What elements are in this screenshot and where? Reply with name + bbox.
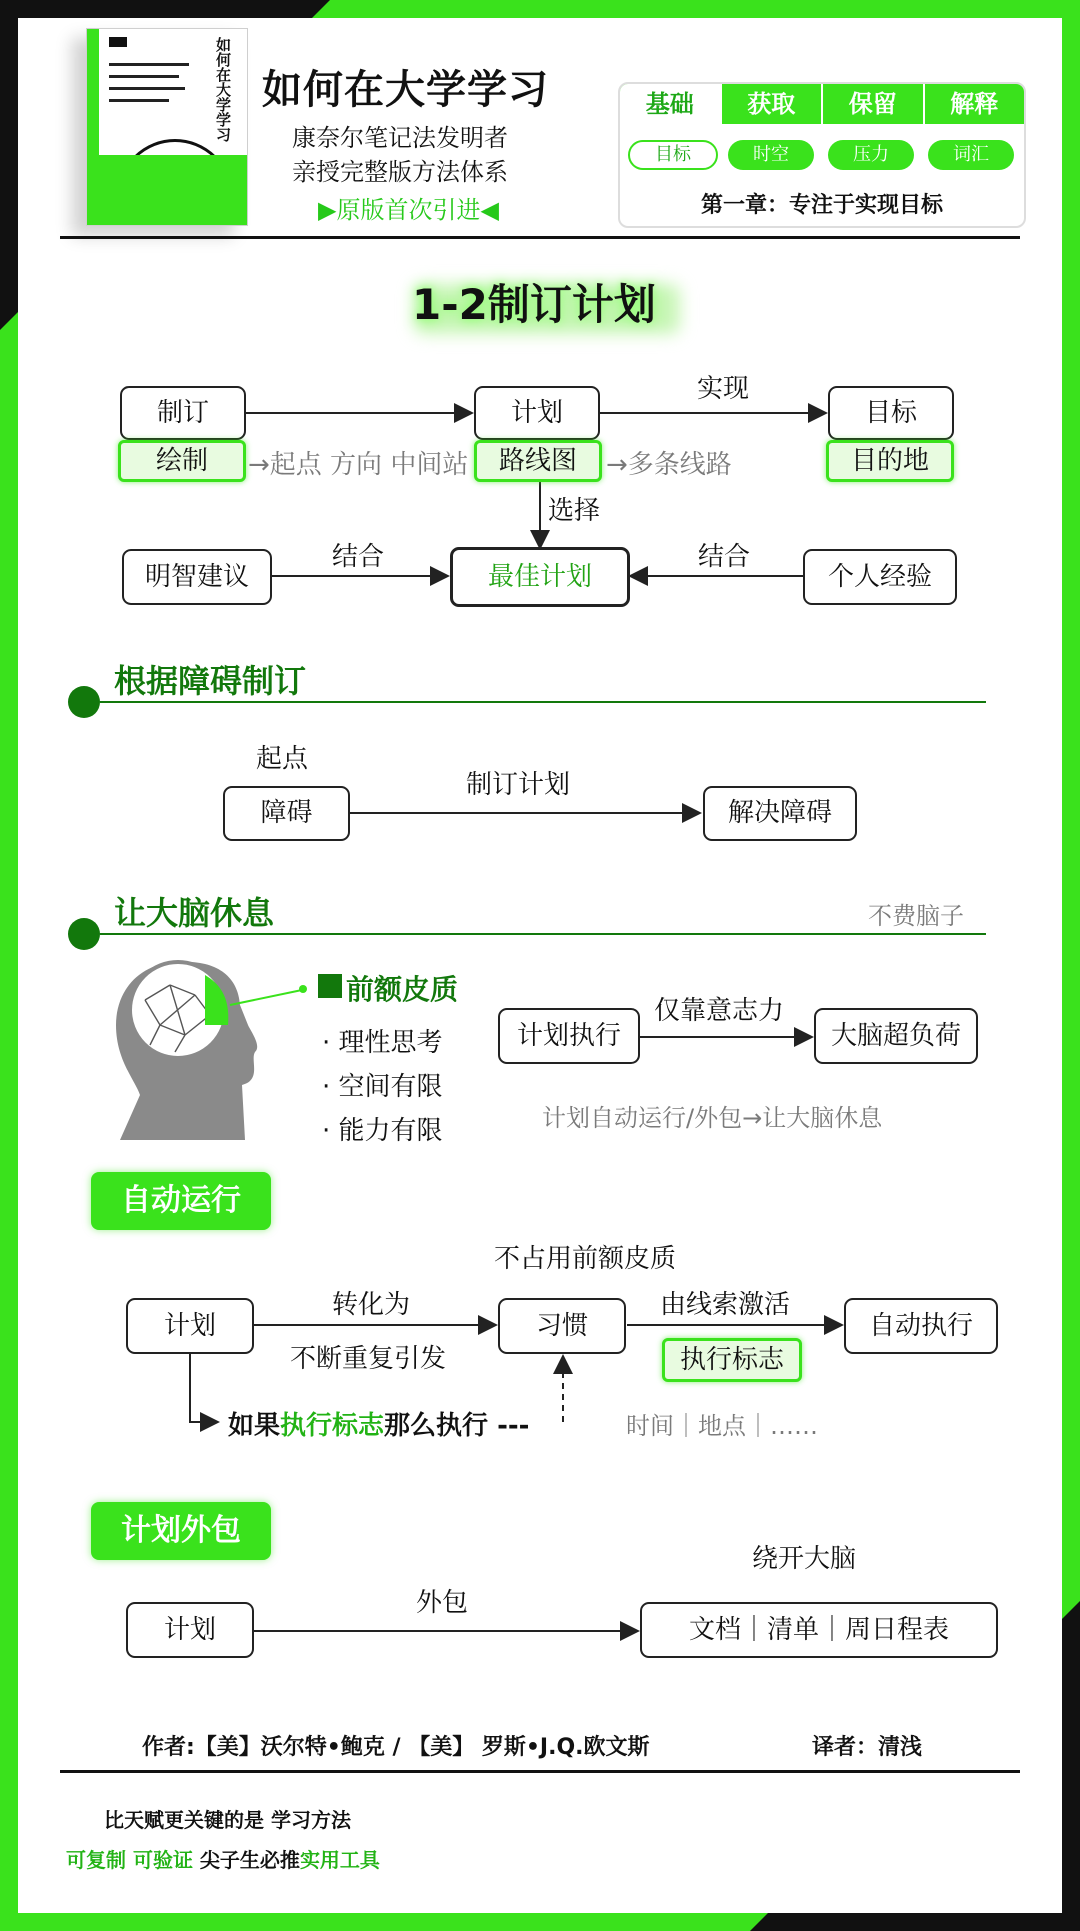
if-then-rule: 如果执行标志那么执行 --- [228, 1411, 530, 1441]
node-brain-overload: 大脑超负荷 [814, 1008, 978, 1064]
tagline-1: 比天赋更关键的是 学习方法 [104, 1808, 351, 1832]
label-no-cortex: 不占用前额皮质 [494, 1244, 677, 1274]
label-combine-left: 结合 [332, 542, 385, 572]
heading-rest: 让大脑休息 [114, 894, 275, 932]
node-auto-plan: 计划 [126, 1298, 254, 1354]
cortex-label: 前额皮质 [346, 973, 459, 1006]
bullet-capacity: · 能力有限 [322, 1116, 443, 1146]
pill-pressure[interactable]: 压力 [828, 140, 914, 170]
pill-goal[interactable]: 目标 [628, 140, 718, 170]
marker-examples: 时间｜地点｜…… [626, 1412, 818, 1440]
label-willpower: 仅靠意志力 [654, 996, 785, 1026]
bullet-rational: · 理性思考 [322, 1028, 443, 1058]
node-exec-marker: 执行标志 [662, 1338, 802, 1382]
label-combine-right: 结合 [698, 542, 751, 572]
node-plan-execution: 计划执行 [498, 1008, 640, 1064]
footer-divider [60, 1770, 1020, 1773]
cortex-square-icon [318, 974, 342, 998]
subtitle-line-2: 亲授完整版方法体系 [292, 158, 508, 186]
section-title: 1-2制订计划 [412, 280, 656, 329]
head-brain-icon [116, 962, 307, 1140]
tagline-2: 可复制 可验证 尖子生必推实用工具 [66, 1848, 380, 1872]
chapter-label: 第一章：专注于实现目标 [700, 193, 943, 218]
node-draw: 绘制 [118, 440, 246, 482]
node-personal-experience: 个人经验 [803, 549, 957, 605]
tab-retain[interactable]: 保留 [821, 84, 923, 124]
node-plan: 计划 [474, 386, 600, 440]
promo-text: ▶原版首次引进◀ [318, 196, 499, 224]
tab-explain[interactable]: 解释 [923, 84, 1025, 124]
node-goal: 目标 [828, 386, 954, 440]
label-make-plan: 制订计划 [466, 770, 571, 800]
label-achieve: 实现 [697, 374, 750, 404]
label-cue: 由线索激活 [660, 1290, 791, 1320]
rest-note: 计划自动运行/外包→让大脑休息 [542, 1104, 883, 1132]
label-convert: 转化为 [332, 1290, 411, 1320]
heading-obstacle: 根据障碍制订 [114, 662, 307, 700]
node-obstacle: 障碍 [223, 786, 350, 841]
node-outsource-plan: 计划 [126, 1602, 254, 1658]
heading-note: 不费脑子 [868, 902, 964, 930]
node-best-plan: 最佳计划 [450, 547, 630, 607]
chip-auto-run: 自动运行 [91, 1172, 271, 1230]
node-wise-advice: 明智建议 [122, 549, 272, 605]
node-destination: 目的地 [826, 440, 954, 482]
subtitle-line-1: 康奈尔笔记法发明者 [292, 124, 508, 152]
node-roadmap: 路线图 [474, 440, 602, 482]
book-cover-title: 如何在大学学习 [214, 37, 232, 142]
label-start: 起点 [256, 744, 309, 774]
pill-time-space[interactable]: 时空 [728, 140, 814, 170]
draw-note: →起点 方向 中间站 [248, 450, 469, 480]
label-bypass-brain: 绕开大脑 [752, 1544, 857, 1574]
tab-acquire[interactable]: 获取 [720, 84, 822, 124]
tab-basics[interactable]: 基础 [620, 84, 720, 124]
heading-underline [100, 701, 986, 703]
node-habit: 习惯 [498, 1298, 626, 1354]
node-docs-list: 文档｜清单｜周日程表 [640, 1602, 998, 1658]
node-solve-obstacle: 解决障碍 [703, 786, 857, 841]
label-outsource: 外包 [416, 1588, 469, 1618]
node-auto-exec: 自动执行 [844, 1298, 998, 1354]
roadmap-note: →多条线路 [606, 450, 732, 480]
heading-underline [100, 933, 986, 935]
translator: 译者：清浅 [812, 1735, 923, 1760]
heading-dot [68, 918, 100, 950]
label-choose: 选择 [548, 496, 601, 526]
bullet-space: · 空间有限 [322, 1072, 443, 1102]
heading-dot [68, 686, 100, 718]
chip-outsource: 计划外包 [91, 1502, 271, 1560]
node-zhiding: 制订 [120, 386, 246, 440]
label-repeat: 不断重复引发 [290, 1344, 447, 1374]
authors: 作者:【美】沃尔特•鲍克 / 【美】 罗斯•J.Q.欧文斯 [142, 1735, 650, 1760]
page-title: 如何在大学学习 [262, 67, 549, 113]
pill-vocabulary[interactable]: 词汇 [928, 140, 1014, 170]
